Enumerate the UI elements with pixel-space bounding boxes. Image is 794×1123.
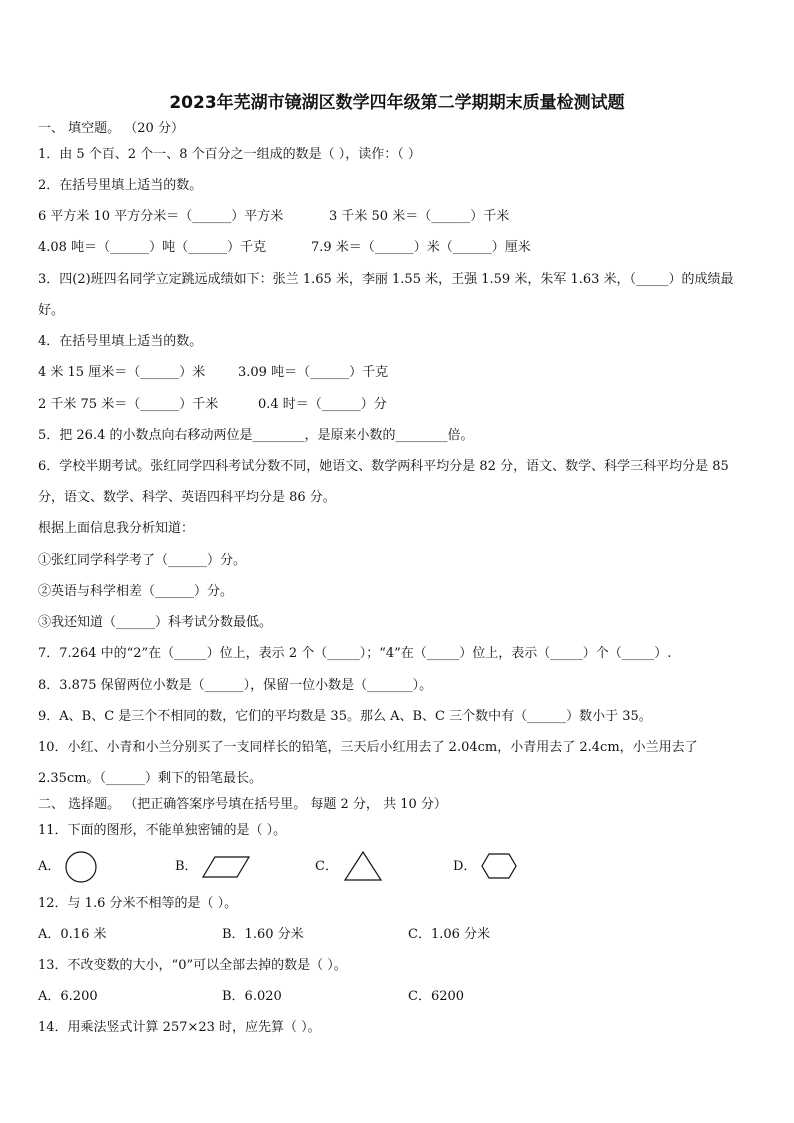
q13-option-c: C．6200 [408, 989, 465, 1004]
hexagon-icon [480, 852, 518, 880]
question-9: 9．A、B、C 是三个不相同的数，它们的平均数是 35。那么 A、B、C 三个数中有（______）数小于 35。 [38, 709, 652, 724]
question-3-line-1: 3．四(2)班四名同学立定跳远成绩如下：张兰 1.65 米，李丽 1.55 米，王强 1.59 米，朱军 1.63 米，（_____）的成绩最 [38, 272, 734, 287]
triangle-icon [343, 850, 383, 882]
question-4-item-2: 3.09 吨＝（______）千克 [238, 365, 389, 380]
question-6-line-2: 分，语文、数学、科学、英语四科平均分是 86 分。 [38, 490, 336, 505]
q11-option-a-label: A． [38, 859, 61, 874]
question-5: 5．把 26.4 的小数点向右移动两位是________，是原来小数的________倍。 [38, 428, 474, 443]
q13-option-b: B．6.020 [222, 989, 282, 1004]
q11-option-c-label: C． [315, 859, 338, 874]
question-10-line-2: 2.35cm。（______）剩下的铅笔最长。 [38, 771, 263, 786]
q12-option-a: A．0.16 米 [38, 927, 107, 942]
question-2: 2．在括号里填上适当的数。 [38, 178, 203, 193]
question-4-item-1: 4 米 15 厘米＝（______）米 [38, 365, 206, 380]
question-14: 14．用乘法竖式计算 257×23 时，应先算（ ）。 [38, 1020, 321, 1035]
question-6-sub-1: ①张红同学科学考了（______）分。 [38, 553, 247, 568]
q11-option-b-label: B． [175, 859, 198, 874]
question-12: 12．与 1.6 分米不相等的是（ ）。 [38, 896, 238, 911]
question-6-line-1: 6．学校半期考试。张红同学四科考试分数不同，她语文、数学两科平均分是 82 分，语文、数学、科学三科平均分是 85 [38, 459, 729, 474]
question-6-sub-3: ③我还知道（______）科考试分数最低。 [38, 615, 273, 630]
parallelogram-icon [201, 855, 251, 879]
q13-option-a: A．6.200 [38, 989, 98, 1004]
question-4-item-4: 0.4 时＝（______）分 [258, 397, 387, 412]
question-3-line-2: 好。 [38, 303, 65, 318]
question-7: 7．7.264 中的“2”在（_____）位上，表示 2 个（_____）；“4”在（_____）位上，表示（_____）个（_____）. [38, 646, 672, 661]
question-4-item-3: 2 千米 75 米＝（______）千米 [38, 397, 219, 412]
question-8: 8．3.875 保留两位小数是（______），保留一位小数是（_______）。 [38, 678, 433, 693]
question-2-item-2: 3 千米 50 米＝（______）千米 [329, 209, 510, 224]
q12-option-b: B．1.60 分米 [222, 927, 304, 942]
question-2-item-3: 4.08 吨＝（______）吨（______）千克 [38, 240, 267, 255]
page-title: 2023年芜湖市镜湖区数学四年级第二学期期末质量检测试题 [169, 93, 625, 113]
question-2-item-4: 7.9 米＝（______）米（______）厘米 [311, 240, 531, 255]
question-2-item-1: 6 平方米 10 平方分米＝（______）平方米 [38, 209, 284, 224]
question-10-line-1: 10．小红、小青和小兰分别买了一支同样长的铅笔，三天后小红用去了 2.04cm，小青用去了 2.4cm，小兰用去了 [38, 740, 698, 755]
question-6-sub-2: ②英语与科学相差（______）分。 [38, 584, 234, 599]
question-1: 1．由 5 个百、2 个一、8 个百分之一组成的数是（ ），读作：（ ） [38, 147, 421, 162]
q12-option-c: C．1.06 分米 [408, 927, 491, 942]
question-13: 13．不改变数的大小，“0”可以全部去掉的数是（ ）。 [38, 958, 347, 973]
circle-icon [64, 850, 98, 884]
question-4: 4．在括号里填上适当的数。 [38, 334, 203, 349]
section-heading-multiple-choice: 二、 选择题。 （把正确答案序号填在括号里。 每题 2 分， 共 10 分） [38, 797, 447, 812]
section-heading-fill-blank: 一、 填空题。 （20 分） [38, 121, 184, 136]
question-6-line-3: 根据上面信息我分析知道： [38, 521, 195, 536]
q11-option-d-label: D． [453, 859, 477, 874]
question-11: 11．下面的图形，不能单独密铺的是（ ）。 [38, 823, 287, 838]
